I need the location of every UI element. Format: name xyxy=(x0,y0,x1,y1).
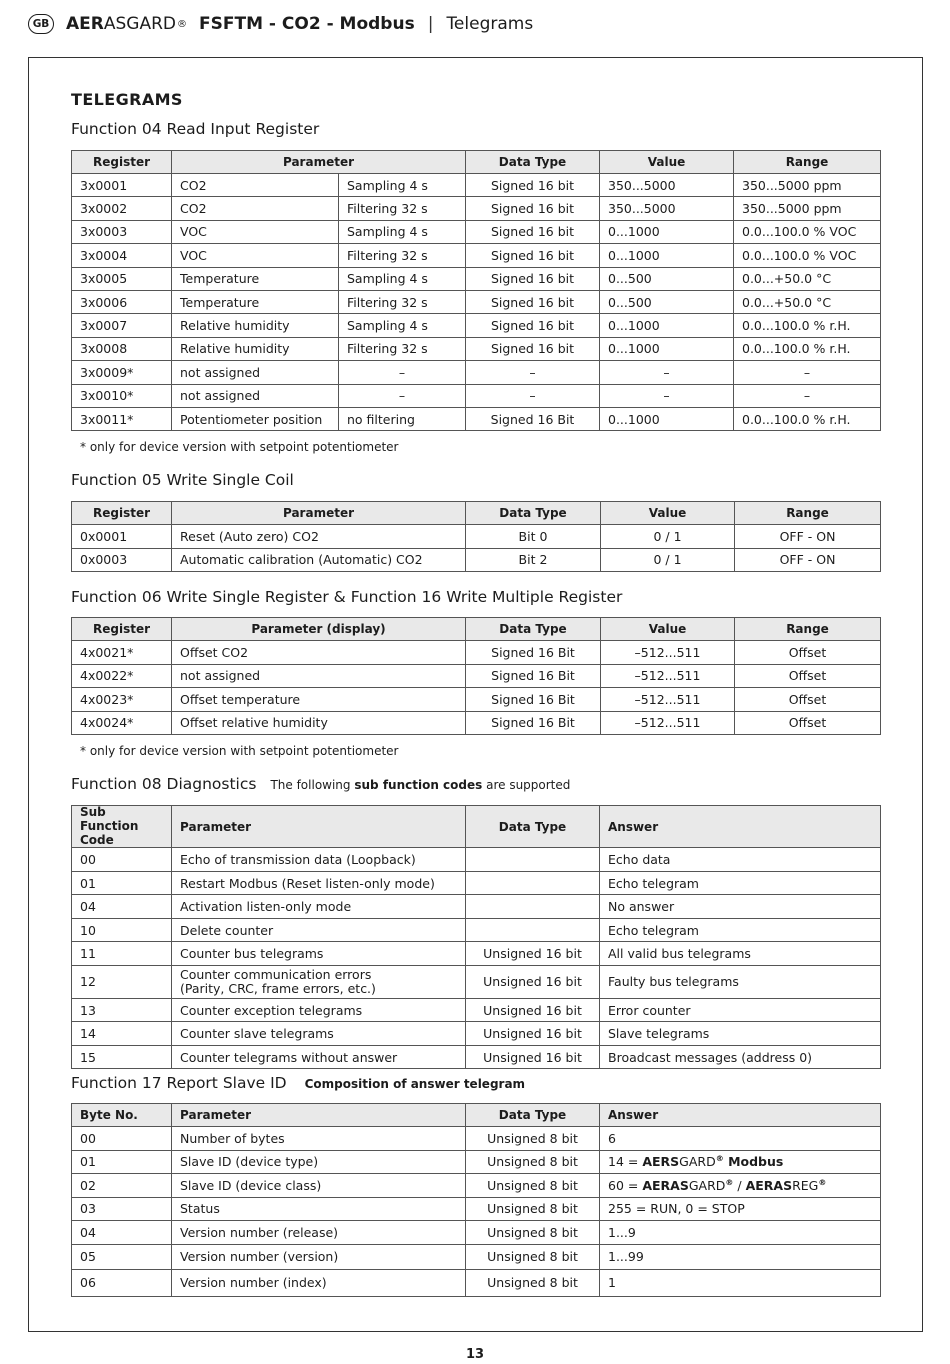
brand-rest: GARD xyxy=(679,1154,716,1170)
table-cell: Signed 16 bit xyxy=(466,290,600,313)
table-cell: 12 xyxy=(72,965,172,998)
table-cell: Signed 16 bit xyxy=(466,174,600,197)
table-cell: Unsigned 16 bit xyxy=(466,965,600,998)
column-header: Answer xyxy=(600,806,881,848)
table-cell: Unsigned 8 bit xyxy=(466,1221,600,1245)
table-cell: Offset relative humidity xyxy=(172,711,466,735)
table-cell: Signed 16 bit xyxy=(466,244,600,267)
column-header: Register xyxy=(72,151,172,174)
table-cell: Automatic calibration (Automatic) CO2 xyxy=(172,548,466,572)
table-cell: CO2 xyxy=(172,174,339,197)
column-header: Parameter xyxy=(172,1104,466,1127)
table-cell: Unsigned 8 bit xyxy=(466,1127,600,1151)
table-cell: Slave ID (device type) xyxy=(172,1150,466,1174)
table-cell: Slave telegrams xyxy=(600,1022,881,1046)
header-separator: | xyxy=(427,14,434,34)
table-cell: – xyxy=(600,384,734,407)
table-row xyxy=(72,361,881,384)
product-name: FSFTM - CO2 - Modbus xyxy=(199,14,415,34)
column-header: Byte No. xyxy=(72,1104,172,1127)
table-cell: 1...9 xyxy=(600,1221,881,1245)
table-cell: 4x0022* xyxy=(72,664,172,688)
table-cell: 6 xyxy=(600,1127,881,1151)
table-cell: Unsigned 16 bit xyxy=(466,1045,600,1069)
table-cell: 0...1000 xyxy=(600,220,734,243)
table-header-row xyxy=(72,151,881,174)
table-cell: Filtering 32 s xyxy=(339,290,466,313)
table-cell: Counter bus telegrams xyxy=(172,942,466,966)
table-cell: 350...5000 xyxy=(600,174,734,197)
table-cell: 11 xyxy=(72,942,172,966)
table-cell: – xyxy=(600,361,734,384)
table-cell: 3x0004 xyxy=(72,244,172,267)
table-cell: Relative humidity xyxy=(172,314,339,337)
table-cell xyxy=(466,871,600,895)
table-header-row xyxy=(72,1104,881,1127)
registered-mark: ® xyxy=(715,1154,724,1164)
column-header: Range xyxy=(735,618,881,641)
table-cell: Signed 16 Bit xyxy=(466,688,601,712)
table-cell: Offset xyxy=(735,641,881,665)
table-cell: 0 / 1 xyxy=(601,525,735,549)
page-number: 13 xyxy=(465,1347,485,1362)
table-cell: Counter telegrams without answer xyxy=(172,1045,466,1069)
table-cell: 15 xyxy=(72,1045,172,1069)
table-row xyxy=(72,407,881,430)
table-cell: 0...500 xyxy=(600,267,734,290)
table-cell: Unsigned 8 bit xyxy=(466,1150,600,1174)
table-cell: –512...511 xyxy=(601,688,735,712)
table-cell: –512...511 xyxy=(601,711,735,735)
answer-prefix: 14 = xyxy=(608,1154,643,1170)
table-cell: Signed 16 bit xyxy=(466,337,600,360)
table-cell: 0.0...100.0 % VOC xyxy=(734,244,881,267)
table-row xyxy=(72,664,881,688)
table-row xyxy=(72,918,881,942)
fn06-footnote: * only for device version with setpoint potentiometer xyxy=(80,744,399,758)
section-name: Telegrams xyxy=(446,14,534,34)
column-header: Data Type xyxy=(466,502,601,525)
fn08-table xyxy=(71,805,881,1069)
column-header: Parameter xyxy=(172,806,466,848)
table-cell: – xyxy=(466,384,600,407)
table-cell: Counter communication errors (Parity, CRC, frame errors, etc.) xyxy=(172,965,466,998)
table-cell: 350...5000 ppm xyxy=(734,197,881,220)
table-row xyxy=(72,1127,881,1151)
table-cell: – xyxy=(734,384,881,407)
table-cell: Version number (version) xyxy=(172,1244,466,1269)
table-cell: Number of bytes xyxy=(172,1127,466,1151)
table-cell: All valid bus telegrams xyxy=(600,942,881,966)
fn04-table xyxy=(71,150,881,431)
brand-rest: REG xyxy=(792,1177,819,1193)
fn08-heading xyxy=(71,775,570,793)
table-row xyxy=(72,1269,881,1296)
column-header: Parameter xyxy=(172,502,466,525)
table-row xyxy=(72,1022,881,1046)
table-cell: Signed 16 bit xyxy=(466,220,600,243)
table-row xyxy=(72,290,881,313)
table-row xyxy=(72,1197,881,1221)
table-row xyxy=(72,220,881,243)
column-header: Sub Function Code xyxy=(72,806,172,848)
table-cell: Unsigned 16 bit xyxy=(466,998,600,1022)
table-cell: Offset temperature xyxy=(172,688,466,712)
brand-rest: GARD xyxy=(688,1177,726,1193)
table-cell: no filtering xyxy=(339,407,466,430)
table-cell: Unsigned 8 bit xyxy=(466,1269,600,1296)
table-header-row xyxy=(72,502,881,525)
table-cell: Offset CO2 xyxy=(172,641,466,665)
table-cell: 255 = RUN, 0 = STOP xyxy=(600,1197,881,1221)
column-header: Answer xyxy=(600,1104,881,1127)
table-cell: Counter slave telegrams xyxy=(172,1022,466,1046)
table-row xyxy=(72,1045,881,1069)
table-cell: Sampling 4 s xyxy=(339,314,466,337)
table-cell: 0...1000 xyxy=(600,407,734,430)
table-row xyxy=(72,337,881,360)
table-cell: not assigned xyxy=(172,384,339,407)
table-cell xyxy=(600,1174,881,1198)
table-cell: not assigned xyxy=(172,361,339,384)
fn04-footnote: * only for device version with setpoint potentiometer xyxy=(80,440,399,454)
table-cell: Bit 2 xyxy=(466,548,601,572)
table-cell: Echo data xyxy=(600,848,881,872)
table-cell: 0...1000 xyxy=(600,314,734,337)
fn08-subtitle-post: are supported xyxy=(482,778,571,792)
table-cell: 3x0009* xyxy=(72,361,172,384)
table-cell: Signed 16 bit xyxy=(466,267,600,290)
table-row xyxy=(72,244,881,267)
table-cell: 3x0008 xyxy=(72,337,172,360)
table-cell: 350...5000 ppm xyxy=(734,174,881,197)
table-cell: OFF - ON xyxy=(735,548,881,572)
table-cell: 1 xyxy=(600,1269,881,1296)
table-cell: Offset xyxy=(735,711,881,735)
table-cell: Sampling 4 s xyxy=(339,174,466,197)
table-cell: Broadcast messages (address 0) xyxy=(600,1045,881,1069)
answer-suffix: Modbus xyxy=(723,1154,784,1170)
table-cell: 01 xyxy=(72,871,172,895)
brand-bold: AERAS xyxy=(642,1177,689,1193)
table-row xyxy=(72,1221,881,1245)
table-cell: 4x0024* xyxy=(72,711,172,735)
fn05-title: Function 05 Write Single Coil xyxy=(71,471,294,489)
table-cell: 3x0003 xyxy=(72,220,172,243)
table-row xyxy=(72,314,881,337)
table-cell: 3x0007 xyxy=(72,314,172,337)
brand-name-bold: AER xyxy=(66,14,104,34)
table-cell: Unsigned 8 bit xyxy=(466,1244,600,1269)
table-cell: Filtering 32 s xyxy=(339,197,466,220)
table-cell: – xyxy=(734,361,881,384)
table-row xyxy=(72,548,881,572)
table-cell: 4x0021* xyxy=(72,641,172,665)
table-cell: Reset (Auto zero) CO2 xyxy=(172,525,466,549)
fn17-table xyxy=(71,1103,881,1297)
fn05-table xyxy=(71,501,881,572)
cell-second-line: (Parity, CRC, frame errors, etc.) xyxy=(180,980,376,996)
table-cell: 14 xyxy=(72,1022,172,1046)
table-cell: Signed 16 Bit xyxy=(466,641,601,665)
table-cell: – xyxy=(466,361,600,384)
table-cell: –512...511 xyxy=(601,641,735,665)
column-header: Data Type xyxy=(466,151,600,174)
table-cell: 3x0010* xyxy=(72,384,172,407)
table-cell: Filtering 32 s xyxy=(339,244,466,267)
table-cell: Echo telegram xyxy=(600,918,881,942)
table-cell: CO2 xyxy=(172,197,339,220)
registered-mark: ® xyxy=(725,1177,734,1187)
table-row xyxy=(72,871,881,895)
table-cell: Signed 16 bit xyxy=(466,314,600,337)
table-cell: 1...99 xyxy=(600,1244,881,1269)
column-header: Data Type xyxy=(466,618,601,641)
table-cell: Relative humidity xyxy=(172,337,339,360)
table-cell: – xyxy=(339,361,466,384)
table-cell: VOC xyxy=(172,244,339,267)
table-cell: 06 xyxy=(72,1269,172,1296)
table-cell: Filtering 32 s xyxy=(339,337,466,360)
table-row xyxy=(72,384,881,407)
table-cell: 01 xyxy=(72,1150,172,1174)
table-row xyxy=(72,641,881,665)
column-header: Register xyxy=(72,618,172,641)
table-cell: No answer xyxy=(600,895,881,919)
fn17-heading xyxy=(71,1074,525,1092)
brand-bold: AERAS xyxy=(745,1177,793,1193)
table-cell: 3x0001 xyxy=(72,174,172,197)
table-cell: Potentiometer position xyxy=(172,407,339,430)
table-cell: Echo telegram xyxy=(600,871,881,895)
table-cell: – xyxy=(339,384,466,407)
brand-name-rest: ASGARD xyxy=(103,14,177,34)
table-cell: OFF - ON xyxy=(735,525,881,549)
registered-mark: ® xyxy=(818,1177,827,1187)
table-cell: 00 xyxy=(72,1127,172,1151)
table-cell: 0...1000 xyxy=(600,244,734,267)
table-cell: 10 xyxy=(72,918,172,942)
table-cell: Unsigned 8 bit xyxy=(466,1174,600,1198)
table-cell: Sampling 4 s xyxy=(339,220,466,243)
column-header: Register xyxy=(72,502,172,525)
table-cell: 0.0...+50.0 °C xyxy=(734,267,881,290)
table-cell: Unsigned 16 bit xyxy=(466,1022,600,1046)
fn04-title: Function 04 Read Input Register xyxy=(71,120,320,138)
column-header: Parameter xyxy=(172,151,466,174)
table-cell: 04 xyxy=(72,895,172,919)
table-row xyxy=(72,965,881,998)
table-cell: Signed 16 bit xyxy=(466,197,600,220)
table-cell: 05 xyxy=(72,1244,172,1269)
table-cell xyxy=(466,895,600,919)
fn08-subtitle xyxy=(270,778,570,792)
table-cell: Delete counter xyxy=(172,918,466,942)
fn06-title: Function 06 Write Single Register & Function 16 Write Multiple Register xyxy=(71,588,623,606)
table-cell: Echo of transmission data (Loopback) xyxy=(172,848,466,872)
brand-bold: AERS xyxy=(642,1154,680,1170)
table-cell: Offset xyxy=(735,664,881,688)
table-cell: Offset xyxy=(735,688,881,712)
table-cell: 3x0005 xyxy=(72,267,172,290)
table-cell: Error counter xyxy=(600,998,881,1022)
table-row xyxy=(72,711,881,735)
column-header: Range xyxy=(735,502,881,525)
table-cell: 0...1000 xyxy=(600,337,734,360)
table-cell: 3x0011* xyxy=(72,407,172,430)
table-cell xyxy=(466,918,600,942)
table-cell: Unsigned 16 bit xyxy=(466,942,600,966)
table-cell: 0x0003 xyxy=(72,548,172,572)
table-cell: 0.0...100.0 % r.H. xyxy=(734,407,881,430)
column-header: Value xyxy=(600,151,734,174)
table-cell: Version number (release) xyxy=(172,1221,466,1245)
table-cell: Signed 16 Bit xyxy=(466,407,600,430)
column-header: Data Type xyxy=(466,1104,600,1127)
table-cell: Unsigned 8 bit xyxy=(466,1197,600,1221)
table-row xyxy=(72,998,881,1022)
table-row xyxy=(72,895,881,919)
column-header: Value xyxy=(601,502,735,525)
table-row xyxy=(72,197,881,220)
fn06-table xyxy=(71,617,881,735)
table-cell: –512...511 xyxy=(601,664,735,688)
table-cell: Bit 0 xyxy=(466,525,601,549)
table-cell: 0.0...+50.0 °C xyxy=(734,290,881,313)
table-row xyxy=(72,174,881,197)
table-cell: Signed 16 Bit xyxy=(466,664,601,688)
page-title: TELEGRAMS xyxy=(71,90,183,109)
table-cell: not assigned xyxy=(172,664,466,688)
fn08-subtitle-bold: sub function codes xyxy=(354,778,483,792)
column-header: Range xyxy=(734,151,881,174)
table-cell: Slave ID (device class) xyxy=(172,1174,466,1198)
table-cell: Version number (index) xyxy=(172,1269,466,1296)
table-cell: Status xyxy=(172,1197,466,1221)
table-header-row xyxy=(72,618,881,641)
table-cell: 0.0...100.0 % VOC xyxy=(734,220,881,243)
table-row xyxy=(72,1174,881,1198)
table-cell: 350...5000 xyxy=(600,197,734,220)
table-cell: Signed 16 Bit xyxy=(466,711,601,735)
table-cell: 4x0023* xyxy=(72,688,172,712)
table-cell: 13 xyxy=(72,998,172,1022)
table-cell: 3x0002 xyxy=(72,197,172,220)
fn17-title: Function 17 Report Slave ID xyxy=(71,1074,287,1092)
table-cell: Temperature xyxy=(172,267,339,290)
fn17-subtitle: Composition of answer telegram xyxy=(304,1077,526,1091)
table-cell: 0.0...100.0 % r.H. xyxy=(734,314,881,337)
table-cell: 0 / 1 xyxy=(601,548,735,572)
fn08-title: Function 08 Diagnostics xyxy=(71,775,257,793)
answer-slash: / xyxy=(733,1177,746,1193)
table-header-row xyxy=(72,806,881,848)
table-row xyxy=(72,267,881,290)
table-cell: VOC xyxy=(172,220,339,243)
table-row xyxy=(72,848,881,872)
table-cell xyxy=(600,1150,881,1174)
table-row xyxy=(72,688,881,712)
table-cell: 0x0001 xyxy=(72,525,172,549)
table-cell: Temperature xyxy=(172,290,339,313)
table-cell: Activation listen-only mode xyxy=(172,895,466,919)
table-cell: 04 xyxy=(72,1221,172,1245)
table-cell: 0...500 xyxy=(600,290,734,313)
table-row xyxy=(72,1244,881,1269)
table-cell: Sampling 4 s xyxy=(339,267,466,290)
table-cell: 3x0006 xyxy=(72,290,172,313)
column-header: Value xyxy=(601,618,735,641)
table-row xyxy=(72,1150,881,1174)
registered-mark: ® xyxy=(177,18,188,30)
table-cell: Restart Modbus (Reset listen-only mode) xyxy=(172,871,466,895)
table-cell xyxy=(466,848,600,872)
page-header xyxy=(28,12,533,36)
table-cell: Faulty bus telegrams xyxy=(600,965,881,998)
table-row xyxy=(72,525,881,549)
column-header: Parameter (display) xyxy=(172,618,466,641)
language-badge: GB xyxy=(28,14,54,34)
table-cell: 00 xyxy=(72,848,172,872)
table-cell: Counter exception telegrams xyxy=(172,998,466,1022)
table-cell: 03 xyxy=(72,1197,172,1221)
column-header: Data Type xyxy=(466,806,600,848)
table-cell: 02 xyxy=(72,1174,172,1198)
table-row xyxy=(72,942,881,966)
fn08-subtitle-pre: The following xyxy=(270,778,355,792)
answer-prefix: 60 = xyxy=(608,1177,643,1193)
table-cell: 0.0...100.0 % r.H. xyxy=(734,337,881,360)
